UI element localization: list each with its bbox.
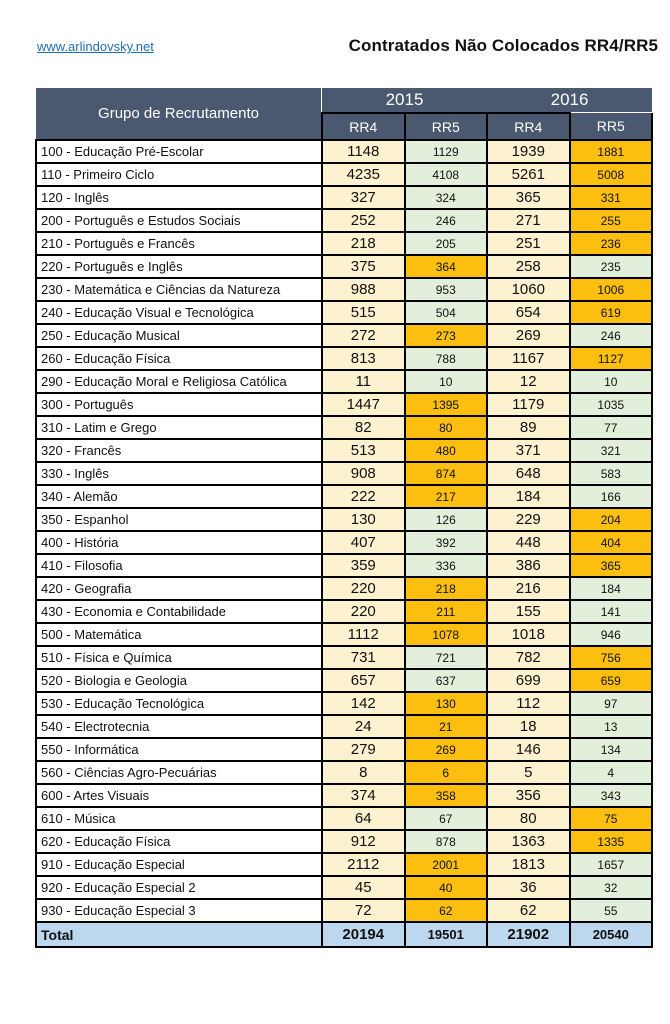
cell-rr5-2015: 324 <box>405 186 488 209</box>
cell-rr5-2016: 659 <box>570 669 653 692</box>
row-label: 200 - Português e Estudos Sociais <box>36 209 322 232</box>
row-label: 920 - Educação Especial 2 <box>36 876 322 899</box>
cell-rr4-2016: 271 <box>487 209 570 232</box>
column-header-rr4-2016: RR4 <box>487 113 570 140</box>
cell-rr5-2015: 358 <box>405 784 488 807</box>
cell-rr4-2015: 374 <box>322 784 405 807</box>
cell-rr5-2015: 2001 <box>405 853 488 876</box>
cell-rr4-2016: 1167 <box>487 347 570 370</box>
cell-rr5-2016: 946 <box>570 623 653 646</box>
cell-rr5-2016: 236 <box>570 232 653 255</box>
cell-rr4-2015: 988 <box>322 278 405 301</box>
table-row <box>36 646 652 669</box>
cell-rr5-2015: 364 <box>405 255 488 278</box>
cell-rr5-2015: 217 <box>405 485 488 508</box>
table-row <box>36 807 652 830</box>
cell-rr5-2015: 1129 <box>405 140 488 163</box>
column-header-rr4-2015: RR4 <box>322 113 405 140</box>
cell-rr4-2016: 18 <box>487 715 570 738</box>
table-row <box>36 278 652 301</box>
cell-rr4-2015: 359 <box>322 554 405 577</box>
cell-rr5-2016: 10 <box>570 370 653 393</box>
cell-rr5-2016: 166 <box>570 485 653 508</box>
cell-rr5-2015: 336 <box>405 554 488 577</box>
cell-rr5-2016: 4 <box>570 761 653 784</box>
cell-rr4-2015: 279 <box>322 738 405 761</box>
row-label: 310 - Latim e Grego <box>36 416 322 439</box>
row-label: 910 - Educação Especial <box>36 853 322 876</box>
cell-rr5-2016: 5008 <box>570 163 653 186</box>
cell-rr5-2016: 1035 <box>570 393 653 416</box>
row-label: 220 - Português e Inglês <box>36 255 322 278</box>
cell-rr4-2016: 36 <box>487 876 570 899</box>
cell-rr4-2016: 448 <box>487 531 570 554</box>
cell-rr5-2015: 62 <box>405 899 488 922</box>
top-bar <box>37 36 658 56</box>
cell-rr5-2016: 55 <box>570 899 653 922</box>
row-label: 100 - Educação Pré-Escolar <box>36 140 322 163</box>
cell-rr5-2015: 480 <box>405 439 488 462</box>
row-label: 420 - Geografia <box>36 577 322 600</box>
cell-rr5-2016: 77 <box>570 416 653 439</box>
table-footer <box>36 922 652 947</box>
table-row <box>36 163 652 186</box>
table-row <box>36 876 652 899</box>
cell-rr5-2015: 246 <box>405 209 488 232</box>
table-row <box>36 761 652 784</box>
total-rr4-2016: 21902 <box>487 922 570 947</box>
cell-rr5-2015: 637 <box>405 669 488 692</box>
cell-rr4-2015: 130 <box>322 508 405 531</box>
cell-rr4-2015: 515 <box>322 301 405 324</box>
cell-rr5-2015: 67 <box>405 807 488 830</box>
table-row <box>36 830 652 853</box>
row-label: 930 - Educação Especial 3 <box>36 899 322 922</box>
table-row <box>36 393 652 416</box>
row-label: 540 - Electrotecnia <box>36 715 322 738</box>
total-rr5-2016: 20540 <box>570 922 653 947</box>
cell-rr5-2016: 75 <box>570 807 653 830</box>
row-label: 330 - Inglês <box>36 462 322 485</box>
cell-rr5-2015: 269 <box>405 738 488 761</box>
cell-rr5-2016: 1335 <box>570 830 653 853</box>
row-label: 240 - Educação Visual e Tecnológica <box>36 301 322 324</box>
cell-rr5-2015: 504 <box>405 301 488 324</box>
cell-rr4-2016: 782 <box>487 646 570 669</box>
cell-rr5-2016: 32 <box>570 876 653 899</box>
total-rr4-2015: 20194 <box>322 922 405 947</box>
cell-rr5-2015: 788 <box>405 347 488 370</box>
website-link[interactable]: www.arlindovsky.net <box>37 39 154 54</box>
cell-rr5-2016: 255 <box>570 209 653 232</box>
cell-rr4-2016: 1179 <box>487 393 570 416</box>
cell-rr4-2015: 1447 <box>322 393 405 416</box>
row-label: 120 - Inglês <box>36 186 322 209</box>
table-row <box>36 738 652 761</box>
cell-rr4-2015: 912 <box>322 830 405 853</box>
cell-rr4-2016: 1939 <box>487 140 570 163</box>
row-label: 350 - Espanhol <box>36 508 322 531</box>
table-row <box>36 485 652 508</box>
cell-rr4-2016: 229 <box>487 508 570 531</box>
table-row <box>36 370 652 393</box>
table-row <box>36 577 652 600</box>
table-row <box>36 462 652 485</box>
cell-rr4-2015: 908 <box>322 462 405 485</box>
table-row <box>36 301 652 324</box>
total-rr5-2015: 19501 <box>405 922 488 947</box>
row-label: 620 - Educação Física <box>36 830 322 853</box>
cell-rr4-2016: 184 <box>487 485 570 508</box>
cell-rr5-2016: 1006 <box>570 278 653 301</box>
cell-rr5-2015: 273 <box>405 324 488 347</box>
page-title: Contratados Não Colocados RR4/RR5 <box>348 36 658 55</box>
cell-rr4-2015: 218 <box>322 232 405 255</box>
row-label: 290 - Educação Moral e Religiosa Católica <box>36 370 322 393</box>
row-label: 210 - Português e Francês <box>36 232 322 255</box>
table-row <box>36 416 652 439</box>
cell-rr4-2015: 407 <box>322 531 405 554</box>
cell-rr5-2016: 583 <box>570 462 653 485</box>
table-row <box>36 255 652 278</box>
table-row <box>36 347 652 370</box>
table-row <box>36 232 652 255</box>
cell-rr4-2015: 11 <box>322 370 405 393</box>
row-label: 340 - Alemão <box>36 485 322 508</box>
row-label: 250 - Educação Musical <box>36 324 322 347</box>
table-header <box>36 88 652 140</box>
cell-rr5-2016: 246 <box>570 324 653 347</box>
row-label: 410 - Filosofia <box>36 554 322 577</box>
cell-rr5-2016: 235 <box>570 255 653 278</box>
cell-rr5-2016: 1127 <box>570 347 653 370</box>
row-label: 230 - Matemática e Ciências da Natureza <box>36 278 322 301</box>
cell-rr5-2015: 10 <box>405 370 488 393</box>
cell-rr5-2015: 211 <box>405 600 488 623</box>
total-label: Total <box>36 922 322 947</box>
cell-rr4-2016: 1813 <box>487 853 570 876</box>
cell-rr4-2015: 657 <box>322 669 405 692</box>
table-row <box>36 209 652 232</box>
cell-rr4-2015: 222 <box>322 485 405 508</box>
cell-rr4-2015: 142 <box>322 692 405 715</box>
table-row <box>36 784 652 807</box>
row-label: 430 - Economia e Contabilidade <box>36 600 322 623</box>
cell-rr5-2016: 97 <box>570 692 653 715</box>
cell-rr4-2015: 327 <box>322 186 405 209</box>
cell-rr5-2015: 1395 <box>405 393 488 416</box>
cell-rr4-2016: 1363 <box>487 830 570 853</box>
cell-rr5-2016: 321 <box>570 439 653 462</box>
row-label: 260 - Educação Física <box>36 347 322 370</box>
cell-rr4-2016: 269 <box>487 324 570 347</box>
cell-rr4-2016: 146 <box>487 738 570 761</box>
cell-rr5-2015: 205 <box>405 232 488 255</box>
cell-rr5-2015: 1078 <box>405 623 488 646</box>
cell-rr5-2015: 6 <box>405 761 488 784</box>
cell-rr5-2016: 1657 <box>570 853 653 876</box>
table-row <box>36 692 652 715</box>
cell-rr4-2016: 89 <box>487 416 570 439</box>
cell-rr5-2015: 218 <box>405 577 488 600</box>
column-header-2015: 2015 <box>322 88 487 113</box>
column-header-rr5-2016: RR5 <box>570 113 653 140</box>
cell-rr5-2016: 141 <box>570 600 653 623</box>
column-header-2016: 2016 <box>487 88 652 113</box>
cell-rr4-2015: 220 <box>322 577 405 600</box>
cell-rr5-2016: 184 <box>570 577 653 600</box>
cell-rr5-2016: 404 <box>570 531 653 554</box>
cell-rr4-2015: 45 <box>322 876 405 899</box>
cell-rr4-2016: 1018 <box>487 623 570 646</box>
cell-rr5-2015: 80 <box>405 416 488 439</box>
cell-rr4-2016: 5 <box>487 761 570 784</box>
table-row <box>36 140 652 163</box>
column-header-grupo: Grupo de Recrutamento <box>36 88 322 140</box>
table-row <box>36 554 652 577</box>
cell-rr4-2015: 4235 <box>322 163 405 186</box>
cell-rr5-2016: 619 <box>570 301 653 324</box>
row-label: 610 - Música <box>36 807 322 830</box>
cell-rr4-2015: 2112 <box>322 853 405 876</box>
cell-rr4-2015: 82 <box>322 416 405 439</box>
cell-rr4-2016: 216 <box>487 577 570 600</box>
table-row <box>36 899 652 922</box>
cell-rr4-2016: 371 <box>487 439 570 462</box>
total-row <box>36 922 652 947</box>
table-row <box>36 531 652 554</box>
cell-rr4-2015: 513 <box>322 439 405 462</box>
table-row <box>36 600 652 623</box>
cell-rr4-2016: 62 <box>487 899 570 922</box>
table-row <box>36 853 652 876</box>
row-label: 400 - História <box>36 531 322 554</box>
table-row <box>36 186 652 209</box>
cell-rr5-2016: 134 <box>570 738 653 761</box>
table-row <box>36 715 652 738</box>
cell-rr4-2015: 252 <box>322 209 405 232</box>
cell-rr4-2015: 8 <box>322 761 405 784</box>
cell-rr4-2015: 731 <box>322 646 405 669</box>
cell-rr5-2015: 953 <box>405 278 488 301</box>
cell-rr5-2015: 130 <box>405 692 488 715</box>
cell-rr5-2016: 1881 <box>570 140 653 163</box>
cell-rr4-2016: 1060 <box>487 278 570 301</box>
cell-rr5-2015: 21 <box>405 715 488 738</box>
cell-rr5-2016: 343 <box>570 784 653 807</box>
cell-rr4-2015: 24 <box>322 715 405 738</box>
cell-rr5-2016: 756 <box>570 646 653 669</box>
cell-rr4-2016: 112 <box>487 692 570 715</box>
cell-rr5-2016: 13 <box>570 715 653 738</box>
cell-rr4-2015: 1148 <box>322 140 405 163</box>
cell-rr4-2016: 654 <box>487 301 570 324</box>
row-label: 520 - Biologia e Geologia <box>36 669 322 692</box>
cell-rr4-2016: 80 <box>487 807 570 830</box>
data-table <box>35 88 653 948</box>
table-row <box>36 508 652 531</box>
cell-rr5-2015: 4108 <box>405 163 488 186</box>
row-label: 600 - Artes Visuais <box>36 784 322 807</box>
row-label: 320 - Francês <box>36 439 322 462</box>
table-body <box>36 140 652 922</box>
cell-rr4-2015: 272 <box>322 324 405 347</box>
cell-rr5-2016: 331 <box>570 186 653 209</box>
table-row <box>36 324 652 347</box>
row-label: 500 - Matemática <box>36 623 322 646</box>
cell-rr4-2016: 386 <box>487 554 570 577</box>
row-label: 530 - Educação Tecnológica <box>36 692 322 715</box>
cell-rr4-2015: 220 <box>322 600 405 623</box>
cell-rr5-2015: 874 <box>405 462 488 485</box>
cell-rr4-2016: 258 <box>487 255 570 278</box>
cell-rr5-2015: 392 <box>405 531 488 554</box>
cell-rr5-2015: 878 <box>405 830 488 853</box>
cell-rr4-2015: 1112 <box>322 623 405 646</box>
row-label: 300 - Português <box>36 393 322 416</box>
column-header-rr5-2015: RR5 <box>405 113 488 140</box>
cell-rr5-2016: 365 <box>570 554 653 577</box>
cell-rr4-2016: 155 <box>487 600 570 623</box>
table-row <box>36 669 652 692</box>
cell-rr4-2016: 648 <box>487 462 570 485</box>
table-row <box>36 439 652 462</box>
year-header-row <box>36 88 652 113</box>
cell-rr4-2016: 356 <box>487 784 570 807</box>
cell-rr5-2015: 721 <box>405 646 488 669</box>
cell-rr4-2015: 72 <box>322 899 405 922</box>
cell-rr4-2015: 64 <box>322 807 405 830</box>
cell-rr4-2016: 365 <box>487 186 570 209</box>
table-row <box>36 623 652 646</box>
row-label: 510 - Física e Química <box>36 646 322 669</box>
row-label: 550 - Informática <box>36 738 322 761</box>
cell-rr5-2015: 126 <box>405 508 488 531</box>
cell-rr4-2016: 12 <box>487 370 570 393</box>
cell-rr4-2016: 5261 <box>487 163 570 186</box>
cell-rr4-2015: 813 <box>322 347 405 370</box>
row-label: 110 - Primeiro Ciclo <box>36 163 322 186</box>
cell-rr4-2016: 699 <box>487 669 570 692</box>
cell-rr4-2016: 251 <box>487 232 570 255</box>
cell-rr4-2015: 375 <box>322 255 405 278</box>
cell-rr5-2015: 40 <box>405 876 488 899</box>
row-label: 560 - Ciências Agro-Pecuárias <box>36 761 322 784</box>
cell-rr5-2016: 204 <box>570 508 653 531</box>
